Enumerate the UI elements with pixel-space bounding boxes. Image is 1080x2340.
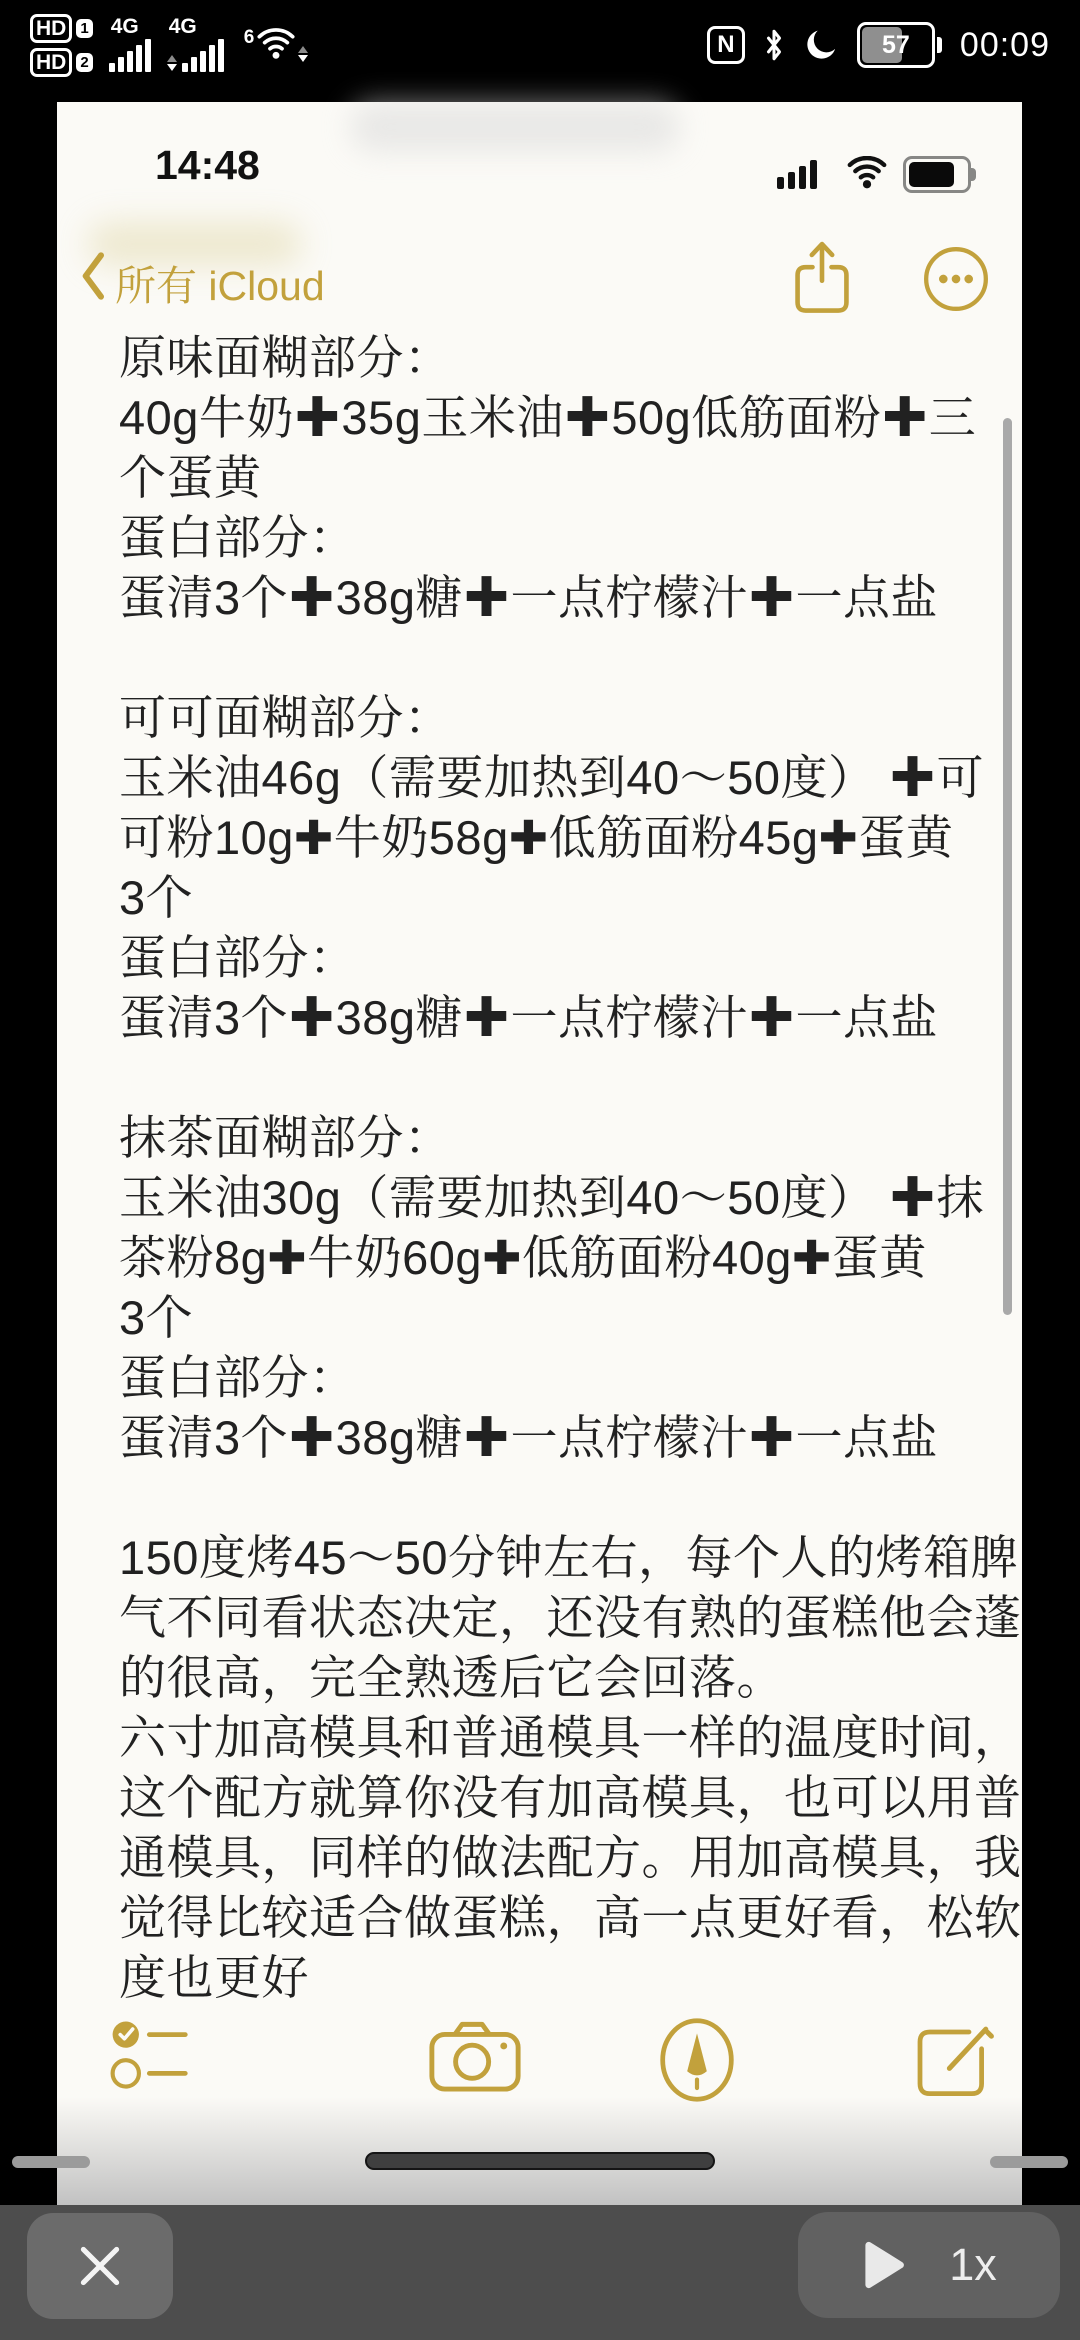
hd1-label: HD xyxy=(30,14,72,43)
sim1-signal-bars xyxy=(109,39,151,72)
more-button[interactable] xyxy=(923,246,989,317)
note-line: 3个 xyxy=(119,871,194,924)
android-battery-icon xyxy=(857,22,942,68)
note-line: 这个配方就算你没有加高模具，也可以用普 xyxy=(119,1771,1022,1824)
note-line: 原味面糊部分： xyxy=(119,331,452,384)
note-line: 可可面糊部分： xyxy=(119,691,452,744)
video-frame-notes-app xyxy=(57,102,1022,2205)
play-speed-button[interactable] xyxy=(798,2212,1060,2318)
wifi-icon xyxy=(244,28,311,63)
camera-icon xyxy=(429,2018,521,2094)
note-line: 可粉10g✚牛奶58g✚低筋面粉45g✚蛋黄 xyxy=(119,811,954,864)
checklist-icon xyxy=(109,2018,209,2090)
note-line xyxy=(119,1468,999,1528)
playback-speed-label: 1x xyxy=(949,2239,997,2290)
ellipsis-circle-icon xyxy=(923,246,989,312)
note-line: 抹茶面糊部分： xyxy=(119,1111,452,1164)
wifi-activity-arrows-icon xyxy=(298,46,308,62)
note-line xyxy=(119,628,999,688)
volte-hd2-icon xyxy=(30,48,93,77)
note-line: 六寸加高模具和普通模具一样的温度时间， xyxy=(119,1711,1022,1764)
bottom-fade xyxy=(57,2097,1022,2205)
note-line: 40g牛奶✚35g玉米油✚50g低筋面粉✚三 xyxy=(119,391,977,444)
note-line: 通模具，同样的做法配方。用加高模具，我 xyxy=(119,1831,1022,1884)
markup-pen-icon xyxy=(657,2018,737,2102)
android-status-right xyxy=(707,22,1050,68)
share-button[interactable] xyxy=(791,240,853,321)
home-indicator xyxy=(365,2152,715,2170)
close-video-button[interactable] xyxy=(27,2213,173,2319)
note-line: 玉米油46g（需要加热到40～50度） ✚可 xyxy=(119,751,985,804)
back-chevron-icon[interactable] xyxy=(79,252,107,305)
nfc-icon: N xyxy=(707,26,745,64)
android-status-bar xyxy=(0,0,1080,90)
note-line: 蛋白部分： xyxy=(119,511,357,564)
back-button-all-icloud[interactable]: 所有 iCloud xyxy=(115,263,325,309)
seek-bar-right[interactable] xyxy=(990,2156,1068,2168)
note-line: 个蛋黄 xyxy=(119,451,262,504)
checklist-button[interactable] xyxy=(109,2018,209,2095)
blurred-watermark xyxy=(350,102,680,152)
note-scrollbar[interactable] xyxy=(1003,418,1012,1315)
sim2-signal-bars xyxy=(167,39,224,72)
hd2-num: 2 xyxy=(76,53,92,72)
note-line: 蛋清3个✚38g糖✚一点柠檬汁✚一点盐 xyxy=(119,571,939,624)
data-activity-arrows-icon xyxy=(167,55,177,71)
note-line: 蛋清3个✚38g糖✚一点柠檬汁✚一点盐 xyxy=(119,991,939,1044)
note-line xyxy=(119,1048,999,1108)
ios-wifi-icon xyxy=(845,156,889,194)
note-line: 蛋白部分： xyxy=(119,931,357,984)
note-line: 茶粉8g✚牛奶60g✚低筋面粉40g✚蛋黄 xyxy=(119,1231,927,1284)
sim2-signal-icon xyxy=(167,15,224,72)
play-icon xyxy=(861,2240,905,2290)
android-clock: 00:09 xyxy=(959,25,1050,64)
note-body xyxy=(119,328,1022,2008)
close-icon xyxy=(77,2243,123,2289)
note-line: 3个 xyxy=(119,1291,194,1344)
note-line: 蛋清3个✚38g糖✚一点柠檬汁✚一点盐 xyxy=(119,1411,939,1464)
note-line: 蛋白部分： xyxy=(119,1351,357,1404)
ios-clock: 14:48 xyxy=(155,142,260,188)
do-not-disturb-moon-icon xyxy=(799,23,843,67)
note-line: 的很高，完全熟透后它会回落。 xyxy=(119,1651,784,1704)
wifi6-badge: 6 xyxy=(243,26,255,48)
seek-bar-left[interactable] xyxy=(12,2156,90,2168)
sim2-network-label: 4G xyxy=(168,15,197,38)
sim1-signal-icon xyxy=(109,15,151,72)
note-line: 觉得比较适合做蛋糕，高一点更好看，松软 xyxy=(119,1891,1022,1944)
volte-badges xyxy=(30,14,93,77)
note-line: 气不同看状态决定，还没有熟的蛋糕他会蓬 xyxy=(119,1591,1022,1644)
android-status-left xyxy=(30,14,310,77)
battery-percent: 57 xyxy=(882,30,910,59)
compose-icon xyxy=(913,2018,997,2102)
markup-button[interactable] xyxy=(657,2018,737,2107)
wifi-arcs-icon xyxy=(256,28,296,60)
note-line: 度也更好 xyxy=(119,1951,309,2004)
compose-button[interactable] xyxy=(913,2018,997,2107)
volte-hd1-icon xyxy=(30,14,93,43)
share-icon xyxy=(791,240,853,316)
camera-button[interactable] xyxy=(429,2018,521,2099)
sim1-network-label: 4G xyxy=(110,15,139,38)
note-line: 玉米油30g（需要加热到40～50度） ✚抹 xyxy=(119,1171,985,1224)
hd2-label: HD xyxy=(30,48,72,77)
note-line: 150度烤45～50分钟左右，每个人的烤箱脾 xyxy=(119,1531,1018,1584)
ios-battery-icon xyxy=(903,156,971,193)
bluetooth-icon xyxy=(763,28,785,62)
hd1-num: 1 xyxy=(76,19,92,38)
ios-signal-icon xyxy=(777,160,817,189)
